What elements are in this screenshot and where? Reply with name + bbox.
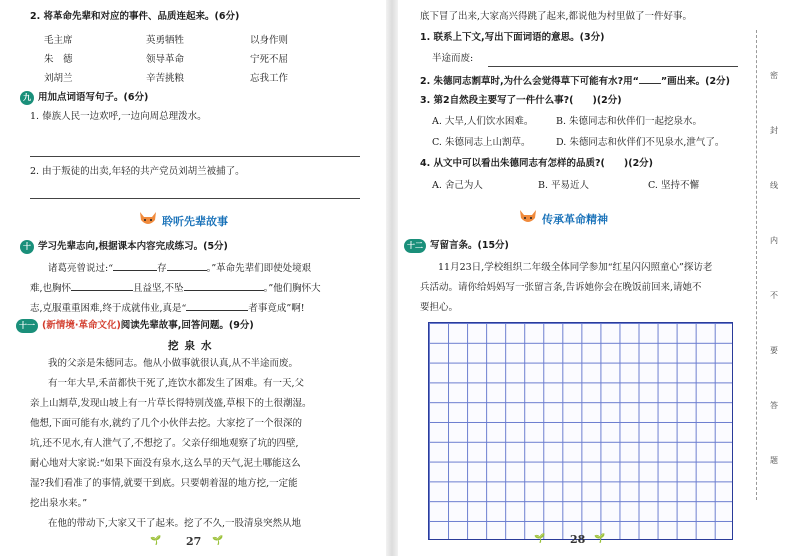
sprout-icon: 🌱 — [594, 534, 606, 544]
match-person[interactable]: 刘胡兰 — [44, 73, 73, 84]
blank-input[interactable] — [186, 301, 248, 311]
answer-line[interactable] — [30, 198, 360, 199]
story-paragraph: 底下冒了出来,大家高兴得跳了起来,都说他为村里做了一件好事。 — [420, 11, 693, 22]
section-badge: 九 — [20, 91, 34, 105]
choice-option[interactable]: A. 大旱,人们饮水困难。 — [432, 116, 534, 127]
match-event[interactable]: 领导革命 — [146, 54, 185, 65]
section-banner: 传承革命精神 — [542, 213, 608, 226]
match-quality[interactable]: 以身作则 — [250, 35, 289, 46]
story-paragraph: 挖出泉水来。” — [30, 498, 88, 509]
sentence-prompt: 2. 由于叛徒的出卖,年轻的共产党员刘胡兰被捕了。 — [30, 166, 245, 177]
choice-option[interactable]: B. 朱德同志和伙伴们一起挖泉水。 — [556, 116, 703, 127]
seal-line-char: 内 — [770, 236, 778, 245]
blank-input[interactable] — [184, 281, 264, 291]
question-title: 3. 第2自然段主要写了一件什么事?( )(2分) — [420, 95, 622, 106]
answer-line[interactable] — [488, 66, 738, 67]
page-number: 27 — [186, 535, 202, 548]
word-label: 半途而废: — [432, 53, 474, 64]
blank-input[interactable] — [167, 261, 207, 271]
seal-line — [756, 30, 767, 500]
choice-option[interactable]: D. 朱德同志和伙伴们不见泉水,泄气了。 — [556, 137, 725, 148]
story-paragraph: 他想,下面可能有水,就约了几个小伙伴去挖。大家挖了一个很深的 — [30, 418, 303, 429]
match-event[interactable]: 英勇牺牲 — [146, 35, 185, 46]
seal-line-char: 线 — [770, 181, 778, 190]
seal-line-char: 密 — [770, 71, 778, 80]
question-title: 2. 朱德同志割草时,为什么会觉得草下可能有水?用“ ”画出来。(2分) — [420, 76, 730, 87]
sprout-icon: 🌱 — [212, 536, 224, 546]
question-title: 1. 联系上下文,写出下面词语的意思。(3分) — [420, 32, 605, 43]
section-title: (新情境·革命文化)阅读先辈故事,回答问题。(9分) — [42, 320, 254, 331]
choice-option[interactable]: C. 坚持不懈 — [648, 180, 699, 191]
story-paragraph: 我的父亲是朱德同志。他从小做事就很认真,从不半途而废。 — [48, 358, 299, 369]
story-paragraph: 在他的带动下,大家又干了起来。挖了不久,一股清泉突然从地 — [48, 518, 302, 529]
story-paragraph: 有一年大旱,禾苗都快干死了,连饮水都发生了困难。有一天,父 — [48, 378, 305, 389]
match-quality[interactable]: 忘我工作 — [250, 73, 289, 84]
match-person[interactable]: 朱 德 — [44, 54, 73, 65]
page-number: 28 — [570, 533, 586, 546]
writing-prompt: 兵活动。请你给妈妈写一张留言条,告诉她你会在晚饭前回来,请她不 — [420, 282, 702, 293]
writing-prompt: 11月23日,学校组织二年级全体同学参加“红星闪闪照童心”探访老 — [438, 262, 713, 273]
fill-blank-text: 难,也胸怀 且益坚,不坠 。”他们胸怀大 — [30, 283, 321, 294]
matching-question-title: 2. 将革命先辈和对应的事件、品质连起来。(6分) — [30, 11, 240, 22]
blank-input[interactable] — [113, 261, 157, 271]
fill-blank-text: 志,克服重重困难,终于成就伟业,真是“ 者事竟成”啊! — [30, 303, 305, 314]
underline-sample — [639, 74, 661, 84]
story-paragraph: 耐心地对大家说:“如果下面没有泉水,这么旱的天气,泥土哪能这么 — [30, 458, 301, 469]
seal-line-char: 封 — [770, 126, 778, 135]
choice-option[interactable]: C. 朱德同志上山割草。 — [432, 137, 531, 148]
writing-prompt: 要担心。 — [420, 302, 459, 313]
match-quality[interactable]: 宁死不屈 — [250, 54, 289, 65]
section-badge: 十 — [20, 240, 34, 254]
seal-line-char: 不 — [770, 291, 778, 300]
answer-line[interactable] — [30, 156, 360, 157]
section-banner: 聆听先辈故事 — [162, 215, 228, 228]
writing-grid[interactable] — [428, 322, 733, 540]
section-badge: 十二 — [404, 239, 426, 253]
section-title: 写留言条。(15分) — [430, 240, 509, 251]
seal-line-char: 答 — [770, 401, 778, 410]
match-event[interactable]: 辛苦挑粮 — [146, 73, 185, 84]
section-badge: 十一 — [16, 319, 38, 333]
section-title: 学习先辈志向,根据课本内容完成练习。(5分) — [38, 241, 228, 252]
choice-option[interactable]: B. 平易近人 — [538, 180, 590, 191]
sprout-icon: 🌱 — [534, 534, 546, 544]
question-title: 4. 从文中可以看出朱德同志有怎样的品质?( )(2分) — [420, 158, 654, 169]
fox-mascot-icon — [138, 210, 158, 228]
seal-line-char: 要 — [770, 346, 778, 355]
book-spine — [386, 0, 398, 556]
sentence-prompt: 1. 傣族人民一边欢呼,一边向周总理泼水。 — [30, 111, 207, 122]
story-paragraph: 亲上山割草,发现山坡上有一片草长得特别茂盛,草根下的土很潮湿。 — [30, 398, 312, 409]
story-paragraph: 湿?我们看准了的事情,就要干到底。只要朝着湿的地方挖,一定能 — [30, 478, 298, 489]
section-title: 用加点词语写句子。(6分) — [38, 92, 149, 103]
blank-input[interactable] — [71, 281, 133, 291]
choice-option[interactable]: A. 舍己为人 — [432, 180, 483, 191]
match-person[interactable]: 毛主席 — [44, 35, 73, 46]
fill-blank-text: 诸葛亮曾说过:“ 存 。”革命先辈们即使处境艰 — [48, 263, 312, 274]
story-paragraph: 坑,还不见水,有人泄气了,不想挖了。父亲仔细地观察了坑的四壁, — [30, 438, 299, 449]
fox-mascot-icon — [518, 208, 538, 226]
story-title: 挖泉水 — [168, 340, 218, 352]
seal-line-char: 题 — [770, 456, 778, 465]
sprout-icon: 🌱 — [150, 536, 162, 546]
